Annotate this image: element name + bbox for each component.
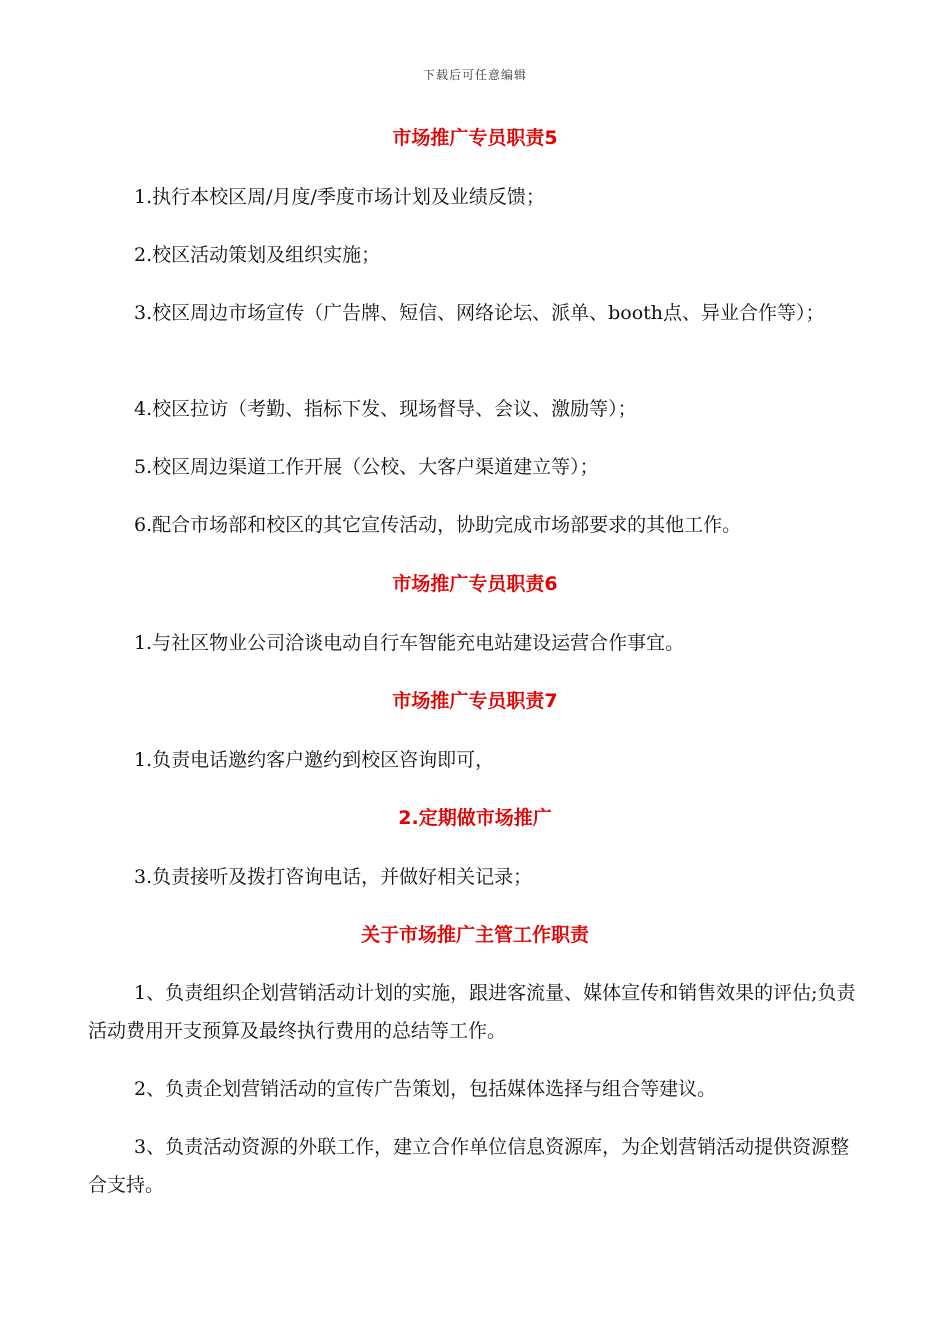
list-item: 3.校区周边市场宣传（广告牌、短信、网络论坛、派单、booth点、异业合作等）； <box>134 302 825 324</box>
list-item: 6.配合市场部和校区的其它宣传活动，协助完成市场部要求的其他工作。 <box>134 514 742 536</box>
section-heading: 市场推广专员职责5 <box>392 127 558 149</box>
watermark-text: 下载后可任意编辑 <box>422 68 527 82</box>
section-heading: 市场推广专员职责6 <box>392 573 558 595</box>
section-heading: 关于市场推广主管工作职责 <box>360 924 589 946</box>
list-item: 5.校区周边渠道工作开展（公校、大客户渠道建立等）； <box>134 456 599 478</box>
list-item: 2.校区活动策划及组织实施； <box>134 244 381 266</box>
list-item: 2、负责企划营销活动的宣传广告策划，包括媒体选择与组合等建议。 <box>134 1078 717 1100</box>
list-item: 1.执行本校区周/月度/季度市场计划及业绩反馈； <box>134 186 545 208</box>
section-heading: 市场推广专员职责7 <box>392 690 558 712</box>
list-item: 4.校区拉访（考勤、指标下发、现场督导、会议、激励等）； <box>134 398 637 420</box>
list-item: 3、负责活动资源的外联工作，建立合作单位信息资源库，为企划营销活动提供资源整合支持。 <box>88 1136 850 1196</box>
list-item: 1.与社区物业公司洽谈电动自行车智能充电站建设运营合作事宜。 <box>134 632 685 654</box>
section-subheading: 2.定期做市场推广 <box>398 807 552 829</box>
list-item: 1.负责电话邀约客户邀约到校区咨询即可， <box>134 749 495 771</box>
list-item: 3.负责接听及拨打咨询电话，并做好相关记录； <box>134 866 533 888</box>
list-item: 1、负责组织企划营销活动计划的实施，跟进客流量、媒体宣传和销售效果的评估;负责活动费用开支预算及最终执行费用的总结等工作。 <box>88 982 856 1042</box>
